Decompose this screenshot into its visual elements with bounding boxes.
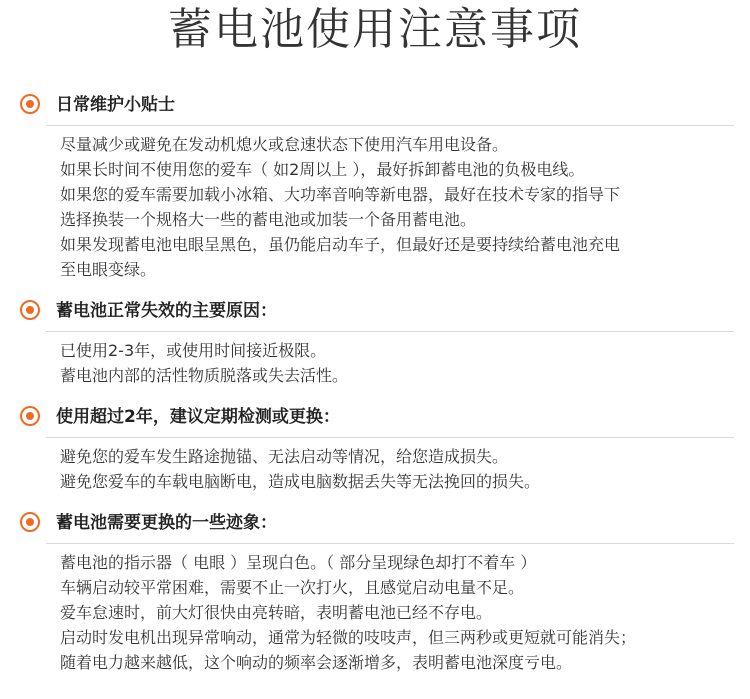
section-line: 如果发现蓄电池电眼呈黑色，虽仍能启动车子，但最好还是要持续给蓄电池充电 xyxy=(60,235,621,254)
section-body xyxy=(0,332,750,392)
section-header xyxy=(0,398,750,438)
section-line: 至电眼变绿。 xyxy=(60,260,157,279)
section-line: 蓄电池的指示器（ 电眼 ）呈现白色。（ 部分呈现绿色却打不着车 ） xyxy=(60,553,537,572)
section-line: 尽量减少或避免在发动机熄火或怠速状态下使用汽车用电设备。 xyxy=(60,135,509,154)
sections-container xyxy=(0,86,750,685)
section-line: 避免您爱车的车载电脑断电，造成电脑数据丢失等无法挽回的损失。 xyxy=(60,472,541,491)
section-divider xyxy=(46,331,734,332)
section-body xyxy=(0,544,750,679)
section-title: 使用超过2年，建议定期检测或更换： xyxy=(56,407,340,427)
section-body xyxy=(0,126,750,286)
section-header xyxy=(0,504,750,544)
circle-bullet-icon xyxy=(20,300,40,320)
circle-bullet-icon xyxy=(20,406,40,426)
page-title: 蓄电池使用注意事项 xyxy=(168,4,582,55)
section-line: 启动时发电机出现异常响动，通常为轻微的吱吱声，但三两秒或更短就可能消失； xyxy=(60,628,637,647)
section-line: 蓄电池内部的活性物质脱落或失去活性。 xyxy=(60,366,349,385)
section-line: 爱车怠速时，前大灯很快由亮转暗，表明蓄电池已经不存电。 xyxy=(60,603,493,622)
section-divider xyxy=(46,125,734,126)
section-divider xyxy=(46,543,734,544)
section-regular-check xyxy=(0,398,750,498)
section-line: 避免您的爱车发生路途抛锚、无法启动等情况，给您造成损失。 xyxy=(60,447,509,466)
section-title: 蓄电池正常失效的主要原因： xyxy=(56,301,277,321)
section-header xyxy=(0,292,750,332)
section-daily-maintenance xyxy=(0,86,750,286)
section-failure-causes xyxy=(0,292,750,392)
section-title: 蓄电池需要更换的一些迹象： xyxy=(56,513,277,533)
section-line: 如果长时间不使用您的爱车（ 如2周以上 ），最好拆卸蓄电池的负极电线。 xyxy=(60,160,585,179)
section-line: 随着电力越来越低，这个响动的频率会逐渐增多，表明蓄电池深度亏电。 xyxy=(60,653,573,672)
section-header xyxy=(0,86,750,126)
section-body xyxy=(0,438,750,498)
section-divider xyxy=(46,437,734,438)
section-title: 日常维护小贴士 xyxy=(56,95,175,115)
circle-bullet-icon xyxy=(20,94,40,114)
circle-bullet-icon xyxy=(20,512,40,532)
section-line: 已使用2-3年，或使用时间接近极限。 xyxy=(60,341,327,360)
section-line: 选择换装一个规格大一些的蓄电池或加装一个备用蓄电池。 xyxy=(60,210,477,229)
section-replacement-signs xyxy=(0,504,750,679)
section-line: 如果您的爱车需要加载小冰箱、大功率音响等新电器，最好在技术专家的指导下 xyxy=(60,185,621,204)
section-line: 车辆启动较平常困难，需要不止一次打火，且感觉启动电量不足。 xyxy=(60,578,525,597)
